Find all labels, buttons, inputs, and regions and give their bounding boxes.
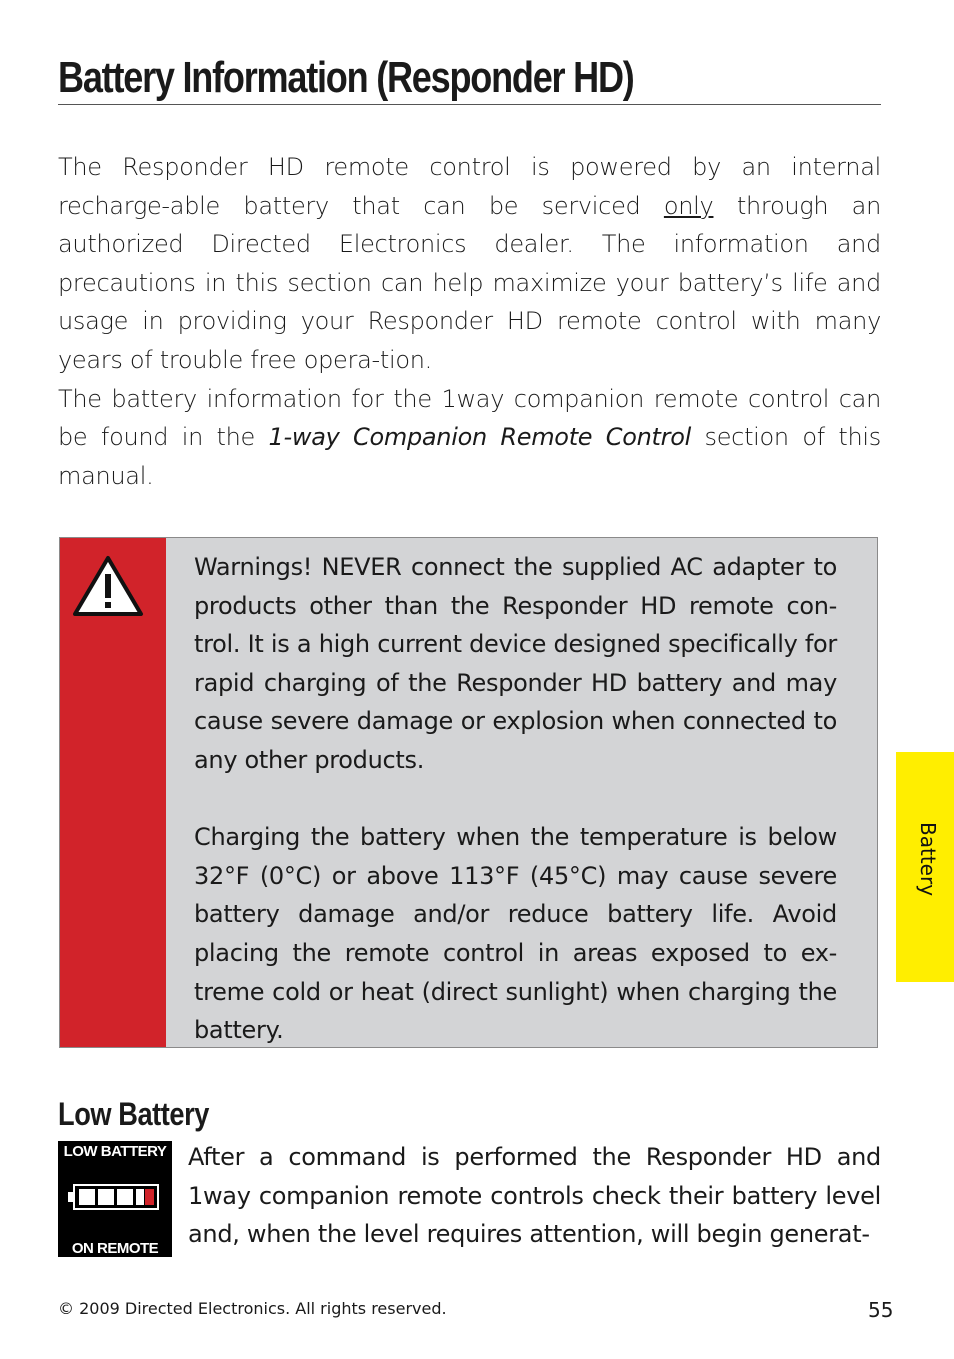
page-number: 55 [868, 1298, 894, 1322]
intro-p2-italic: 1-way Companion Remote Control [268, 423, 691, 452]
battery-level-icon [68, 1182, 162, 1212]
low-battery-image [58, 1141, 172, 1257]
low-battery-heading [58, 1092, 236, 1136]
warning-p1-text: NEVER connect the supplied AC adapter to products other than the Responder HD remote con-trol. It is a high current device designed specifically for rapid charging of the Responder HD battery and may cause severe damage or explosion when connected to any other products. [194, 553, 837, 774]
warning-label: Warnings! [194, 553, 313, 581]
low-battery-image-top-text: LOW BATTERY [63, 1143, 167, 1160]
intro-p2-start: The battery information for the 1way companion remote control can be found in the [58, 384, 881, 452]
intro-section [58, 148, 881, 495]
page-title [58, 52, 881, 105]
intro-p1-underlined: only [663, 191, 714, 220]
footer-copyright: © 2009 Directed Electronics. All rights reserved. [58, 1299, 447, 1318]
warning-box [59, 537, 878, 1048]
side-tab-label: Battery [916, 822, 940, 897]
warning-paragraph-2: Charging the battery when the temperature is below 32°F (0°C) or above 113°F (45°C) may cause severe battery damage and/or reduce battery life. Avoid placing the remote control in areas exposed to ex-treme cold or heat (direct sunlight) when charging the battery. [194, 823, 837, 1045]
low-battery-heading-text: Low Battery [58, 1096, 209, 1132]
intro-paragraph-2 [58, 380, 881, 496]
page-title-text: Battery Information (Responder HD) [58, 53, 634, 102]
intro-p2-end: section of this manual. [58, 423, 882, 490]
intro-paragraph-1 [58, 148, 881, 380]
warning-text [194, 548, 837, 1050]
intro-p1-end: through an authorized Directed Electronics dealer. The information and precautions in this section can help maximize your battery’s life and usage in providing your Responder HD remote control with many years of trouble free opera-tion. [58, 191, 881, 374]
warning-strip [60, 538, 166, 1047]
warning-paragraph-1 [194, 548, 837, 780]
low-battery-image-bottom-text: ON REMOTE [71, 1240, 159, 1257]
intro-p1-start: The Responder HD remote control is powered by an internal recharge-able battery that can be serviced [58, 153, 881, 220]
side-tab-battery[interactable] [896, 752, 954, 982]
warning-triangle-icon [72, 554, 144, 618]
low-battery-text: After a command is performed the Responder HD and 1way companion remote controls check their battery level and, when the level requires attention, will begin generat- [188, 1143, 881, 1249]
